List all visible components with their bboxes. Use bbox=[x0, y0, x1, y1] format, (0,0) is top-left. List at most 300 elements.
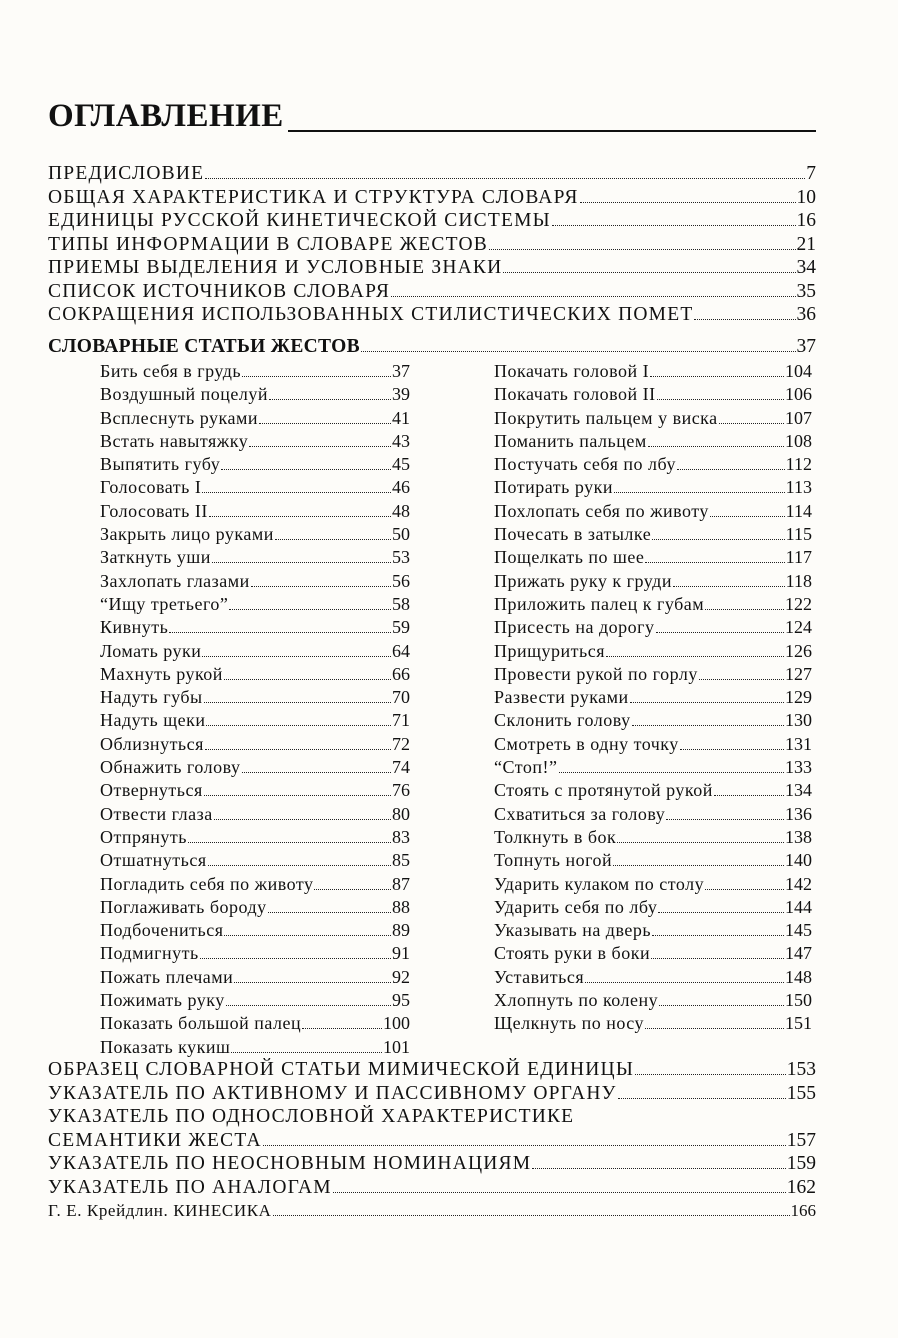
dot-leader bbox=[361, 351, 796, 352]
toc-entry-label: Выпятить губу bbox=[100, 454, 221, 475]
toc-entry[interactable] bbox=[100, 919, 410, 942]
dot-leader bbox=[618, 1098, 786, 1099]
toc-entry-page: 43 bbox=[392, 430, 410, 451]
toc-entry[interactable] bbox=[494, 779, 812, 802]
toc-entry[interactable] bbox=[100, 570, 410, 593]
dot-leader bbox=[559, 772, 784, 773]
toc-entry[interactable] bbox=[48, 256, 816, 280]
dot-leader bbox=[580, 202, 796, 203]
dot-leader bbox=[694, 319, 795, 320]
toc-entry[interactable] bbox=[100, 709, 410, 732]
toc-entry-page: 70 bbox=[392, 687, 410, 708]
toc-entry-label: Покрутить пальцем у виска bbox=[494, 407, 718, 428]
toc-entry-page: 87 bbox=[392, 873, 410, 894]
toc-entry-page: 39 bbox=[392, 384, 410, 405]
dot-leader bbox=[249, 446, 391, 447]
toc-bottom-section bbox=[48, 1058, 816, 1223]
toc-entry[interactable] bbox=[100, 1036, 410, 1059]
dot-leader bbox=[204, 702, 391, 703]
toc-entry-label: Покачать головой II bbox=[494, 384, 656, 405]
dot-leader bbox=[705, 889, 784, 890]
toc-entry[interactable] bbox=[100, 430, 410, 453]
dot-leader bbox=[314, 889, 391, 890]
toc-entry-label: Пожимать руку bbox=[100, 990, 225, 1011]
toc-entry-label: Щелкнуть по носу bbox=[494, 1013, 645, 1034]
toc-entry-label: Топнуть ногой bbox=[494, 850, 613, 871]
toc-entry[interactable] bbox=[48, 280, 816, 304]
toc-entry[interactable] bbox=[48, 1105, 816, 1129]
toc-entry-page: 155 bbox=[786, 1082, 816, 1104]
toc-entry[interactable] bbox=[100, 453, 410, 476]
toc-entry-label: “Ищу третьего” bbox=[100, 593, 229, 614]
toc-entry[interactable] bbox=[100, 360, 410, 383]
toc-entry[interactable] bbox=[494, 523, 812, 546]
toc-entry[interactable] bbox=[48, 303, 816, 327]
page-heading bbox=[48, 100, 816, 133]
toc-entry-label: Развести руками bbox=[494, 687, 629, 708]
dot-leader bbox=[273, 1215, 790, 1216]
toc-entry-label: Пожать плечами bbox=[100, 966, 234, 987]
toc-entry[interactable] bbox=[48, 186, 816, 210]
dot-leader bbox=[714, 795, 784, 796]
toc-entry[interactable] bbox=[494, 546, 812, 569]
dot-leader bbox=[234, 982, 391, 983]
dot-leader bbox=[188, 842, 391, 843]
dot-leader bbox=[302, 1028, 382, 1029]
dot-leader bbox=[613, 865, 784, 866]
dot-leader bbox=[606, 656, 784, 657]
toc-entry-page: 71 bbox=[392, 710, 410, 731]
dot-leader bbox=[719, 423, 784, 424]
toc-entry-label: Отвести глаза bbox=[100, 803, 213, 824]
toc-entry[interactable] bbox=[494, 1012, 812, 1035]
toc-entry-label: Склонить голову bbox=[494, 710, 631, 731]
toc-entry-page: 10 bbox=[796, 186, 816, 208]
toc-entry[interactable] bbox=[48, 1176, 816, 1200]
toc-entry[interactable] bbox=[100, 616, 410, 639]
toc-entry[interactable] bbox=[48, 335, 816, 359]
dot-leader bbox=[632, 725, 784, 726]
toc-entry[interactable] bbox=[100, 1012, 410, 1035]
toc-entry-page: 106 bbox=[785, 384, 812, 405]
toc-entry[interactable] bbox=[494, 803, 812, 826]
dot-leader bbox=[242, 376, 391, 377]
dot-leader bbox=[658, 912, 784, 913]
toc-entry-page: 100 bbox=[383, 1013, 410, 1034]
toc-entry-page: 127 bbox=[785, 663, 812, 684]
dot-leader bbox=[205, 178, 805, 179]
toc-entry-page: 159 bbox=[786, 1153, 816, 1174]
toc-entry-label: Всплеснуть руками bbox=[100, 407, 258, 428]
toc-entry-label: Погладить себя по животу bbox=[100, 873, 314, 894]
toc-entry-page: 142 bbox=[785, 873, 812, 894]
toc-entry-label: Заткнуть уши bbox=[100, 547, 211, 568]
dot-leader bbox=[229, 609, 391, 610]
toc-entry-page: 117 bbox=[785, 547, 812, 568]
toc-entry-page: 21 bbox=[796, 233, 816, 255]
toc-entry-page: 36 bbox=[796, 304, 816, 325]
toc-entry[interactable] bbox=[100, 663, 410, 686]
toc-entry[interactable] bbox=[48, 209, 816, 233]
toc-entry-label: Отшатнуться bbox=[100, 850, 207, 871]
toc-entry-label: Потирать руки bbox=[494, 477, 613, 498]
toc-entry[interactable] bbox=[100, 383, 410, 406]
toc-entry-label: УКАЗАТЕЛЬ ПО ОДНОСЛОВНОЙ ХАРАКТЕРИСТИКЕ bbox=[48, 1106, 575, 1127]
toc-entry-page: 66 bbox=[392, 663, 410, 684]
toc-entry-page: 166 bbox=[790, 1201, 816, 1220]
toc-entry[interactable] bbox=[100, 826, 410, 849]
toc-entry-label: Провести рукой по горлу bbox=[494, 663, 698, 684]
toc-entry[interactable] bbox=[48, 1129, 816, 1153]
toc-entry[interactable] bbox=[100, 733, 410, 756]
toc-entry-label: Стоять руки в боки bbox=[494, 943, 651, 964]
page-title: ОГЛАВЛЕНИЕ bbox=[48, 98, 284, 134]
toc-entry[interactable] bbox=[100, 593, 410, 616]
dot-leader bbox=[657, 399, 784, 400]
dot-leader bbox=[552, 225, 796, 226]
dot-leader bbox=[666, 819, 784, 820]
toc-entry-label: СЛОВАРНЫЕ СТАТЬИ ЖЕСТОВ bbox=[48, 335, 360, 357]
toc-entry[interactable] bbox=[494, 500, 812, 523]
dot-leader bbox=[677, 469, 785, 470]
toc-entry[interactable] bbox=[494, 640, 812, 663]
toc-entry-label: Кивнуть bbox=[100, 617, 169, 638]
toc-entry-label: Поманить пальцем bbox=[494, 430, 647, 451]
dot-leader bbox=[202, 492, 391, 493]
toc-entry[interactable] bbox=[48, 233, 816, 257]
dot-leader bbox=[635, 1074, 786, 1075]
dot-leader bbox=[656, 632, 784, 633]
toc-entry-page: 129 bbox=[785, 687, 812, 708]
dot-leader bbox=[205, 749, 391, 750]
toc-entry[interactable] bbox=[494, 896, 812, 919]
toc-entry-page: 64 bbox=[392, 640, 410, 661]
toc-entry-label: Голосовать I bbox=[100, 477, 202, 498]
dot-leader bbox=[659, 1005, 784, 1006]
toc-entry-label: Стоять с протянутой рукой bbox=[494, 780, 713, 801]
dot-leader bbox=[673, 586, 785, 587]
toc-entry[interactable] bbox=[494, 989, 812, 1012]
toc-entry[interactable] bbox=[494, 966, 812, 989]
toc-entry-label: ПРЕДИСЛОВИЕ bbox=[48, 163, 205, 184]
toc-entry-label: Присесть на дорогу bbox=[494, 617, 655, 638]
toc-entry-label: Отвернуться bbox=[100, 780, 203, 801]
toc-entry-label: Облизнуться bbox=[100, 733, 204, 754]
toc-entry-label: ОБЩАЯ ХАРАКТЕРИСТИКА И СТРУКТУРА СЛОВАРЯ bbox=[48, 186, 579, 208]
toc-entry[interactable] bbox=[494, 570, 812, 593]
toc-entry[interactable] bbox=[494, 733, 812, 756]
dot-leader bbox=[169, 632, 391, 633]
toc-entry-label: Почесать в затылке bbox=[494, 524, 652, 545]
toc-entry-label: Ударить кулаком по столу bbox=[494, 873, 705, 894]
toc-entry-page: 34 bbox=[796, 257, 816, 278]
toc-entry-label: Махнуть рукой bbox=[100, 663, 223, 684]
toc-entry-page: 130 bbox=[785, 710, 812, 731]
toc-entry-page: 56 bbox=[392, 570, 410, 591]
dot-leader bbox=[231, 1052, 382, 1053]
toc-entry-page: 91 bbox=[392, 943, 410, 964]
dot-leader bbox=[209, 516, 391, 517]
toc-entry[interactable] bbox=[100, 686, 410, 709]
dot-leader bbox=[251, 586, 391, 587]
toc-entry[interactable] bbox=[494, 919, 812, 942]
toc-entry-page: 58 bbox=[392, 593, 410, 614]
toc-entry-page: 16 bbox=[796, 210, 816, 231]
toc-entry[interactable] bbox=[100, 500, 410, 523]
toc-entry-page: 114 bbox=[785, 500, 812, 521]
dot-leader bbox=[652, 935, 784, 936]
toc-entry[interactable] bbox=[100, 896, 410, 919]
toc-entry[interactable] bbox=[100, 756, 410, 779]
toc-entry-label: Пощелкать по шее bbox=[494, 547, 645, 568]
toc-entry-page: 7 bbox=[806, 163, 816, 184]
dot-leader bbox=[503, 272, 795, 273]
toc-entry-label: Постучать себя по лбу bbox=[494, 454, 676, 475]
dot-leader bbox=[224, 679, 391, 680]
toc-entry-label: Подбочениться bbox=[100, 920, 224, 941]
toc-entry-page: 89 bbox=[392, 920, 410, 941]
toc-entry-page: 88 bbox=[392, 896, 410, 917]
toc-entry-label: Отпрянуть bbox=[100, 826, 187, 847]
dot-leader bbox=[645, 562, 784, 563]
toc-entry-page: 37 bbox=[796, 335, 816, 357]
toc-entry[interactable] bbox=[494, 383, 812, 406]
toc-entry[interactable] bbox=[48, 1199, 816, 1223]
dot-leader bbox=[214, 819, 391, 820]
toc-entry-page: 140 bbox=[785, 850, 812, 871]
dot-leader bbox=[200, 958, 391, 959]
toc-entry-label: Покачать головой I bbox=[494, 361, 650, 381]
dot-leader bbox=[333, 1192, 786, 1193]
toc-entry[interactable] bbox=[48, 1082, 816, 1106]
toc-entry-label: Прищуриться bbox=[494, 640, 605, 661]
toc-entry-page: 151 bbox=[785, 1013, 812, 1034]
toc-entry-label: “Стоп!” bbox=[494, 757, 558, 778]
toc-entry[interactable] bbox=[494, 756, 812, 779]
toc-entry[interactable] bbox=[100, 546, 410, 569]
toc-entry-label: Похлопать себя по животу bbox=[494, 500, 709, 521]
dot-leader bbox=[226, 1005, 391, 1006]
dot-leader bbox=[259, 423, 391, 424]
toc-entry[interactable] bbox=[100, 849, 410, 872]
dot-leader bbox=[224, 935, 391, 936]
toc-entry-label: ОБРАЗЕЦ СЛОВАРНОЙ СТАТЬИ МИМИЧЕСКОЙ ЕДИНИЦЫ bbox=[48, 1059, 635, 1080]
toc-entry[interactable] bbox=[100, 407, 410, 430]
toc-entry-page: 108 bbox=[785, 430, 812, 451]
toc-entry-page: 118 bbox=[785, 570, 812, 591]
toc-entry-page: 35 bbox=[796, 280, 816, 302]
dot-leader bbox=[617, 842, 784, 843]
toc-entry-label: УКАЗАТЕЛЬ ПО АНАЛОГАМ bbox=[48, 1176, 332, 1198]
dot-leader bbox=[651, 958, 784, 959]
toc-entry-page: 80 bbox=[392, 803, 410, 824]
toc-entry[interactable] bbox=[494, 826, 812, 849]
toc-entry-label: Указывать на дверь bbox=[494, 920, 652, 941]
toc-entry-page: 112 bbox=[785, 454, 812, 475]
toc-entry-page: 46 bbox=[392, 477, 410, 498]
toc-entry-page: 113 bbox=[785, 477, 812, 498]
toc-entry-page: 157 bbox=[786, 1129, 816, 1151]
toc-entry[interactable] bbox=[494, 593, 812, 616]
toc-entry-label: Г. Е. Крейдлин. КИНЕСИКА bbox=[48, 1201, 272, 1220]
dot-leader bbox=[391, 296, 795, 297]
dot-leader bbox=[212, 562, 391, 563]
dot-leader bbox=[221, 469, 391, 470]
toc-entry-page: 162 bbox=[786, 1176, 816, 1198]
toc-entry-page: 153 bbox=[786, 1059, 816, 1080]
toc-entry-page: 74 bbox=[392, 757, 410, 778]
toc-entry[interactable] bbox=[494, 709, 812, 732]
dot-leader bbox=[268, 912, 391, 913]
toc-entry-label: Ударить себя по лбу bbox=[494, 896, 658, 917]
toc-entry[interactable] bbox=[494, 616, 812, 639]
toc-entry-label: Схватиться за голову bbox=[494, 803, 666, 824]
toc-entry[interactable] bbox=[100, 803, 410, 826]
toc-entry-page: 134 bbox=[785, 780, 812, 801]
toc-entry-page: 136 bbox=[785, 803, 812, 824]
dot-leader bbox=[630, 702, 784, 703]
entries-right-column bbox=[494, 360, 812, 1036]
dot-leader bbox=[263, 1145, 786, 1146]
toc-entry-label: ПРИЕМЫ ВЫДЕЛЕНИЯ И УСЛОВНЫЕ ЗНАКИ bbox=[48, 257, 503, 278]
toc-entry[interactable] bbox=[100, 640, 410, 663]
toc-entry-page: 144 bbox=[785, 896, 812, 917]
entries-left-column bbox=[100, 360, 410, 1059]
toc-entry[interactable] bbox=[494, 476, 812, 499]
toc-entry-label: Захлопать глазами bbox=[100, 570, 250, 591]
toc-entry[interactable] bbox=[100, 966, 410, 989]
toc-entry-label: Показать большой палец bbox=[100, 1013, 302, 1034]
toc-entry-page: 131 bbox=[785, 733, 812, 754]
dot-leader bbox=[202, 656, 391, 657]
toc-entry-label: Хлопнуть по колену bbox=[494, 990, 659, 1011]
toc-entry-label: СЕМАНТИКИ ЖЕСТА bbox=[48, 1129, 262, 1151]
toc-entry-page: 138 bbox=[785, 826, 812, 847]
toc-entry-page: 104 bbox=[785, 361, 812, 381]
toc-entry-label: Уставиться bbox=[494, 966, 585, 987]
dot-leader bbox=[699, 679, 784, 680]
toc-entry-label: Надуть щеки bbox=[100, 710, 206, 731]
toc-entry-label: Прижать руку к груди bbox=[494, 570, 672, 591]
toc-entry-label: Смотреть в одну точку bbox=[494, 733, 679, 754]
dot-leader bbox=[652, 539, 784, 540]
dot-leader bbox=[206, 725, 391, 726]
toc-entry-label: Встать навытяжку bbox=[100, 430, 249, 451]
toc-entry[interactable] bbox=[494, 360, 812, 383]
toc-entry-page: 53 bbox=[392, 547, 410, 568]
toc-entry-page: 150 bbox=[785, 990, 812, 1011]
toc-entry-label: СОКРАЩЕНИЯ ИСПОЛЬЗОВАННЫХ СТИЛИСТИЧЕСКИХ ПОМЕТ bbox=[48, 304, 694, 325]
toc-entry-label: Подмигнуть bbox=[100, 943, 199, 964]
toc-entry-page: 145 bbox=[785, 920, 812, 941]
toc-entry-page: 50 bbox=[392, 524, 410, 545]
toc-entry-page: 101 bbox=[383, 1036, 410, 1057]
dot-leader bbox=[204, 795, 391, 796]
toc-entry-label: Надуть губы bbox=[100, 687, 203, 708]
toc-entry[interactable] bbox=[100, 873, 410, 896]
toc-top-section bbox=[48, 162, 816, 358]
dot-leader bbox=[208, 865, 391, 866]
toc-entry-label: СПИСОК ИСТОЧНИКОВ СЛОВАРЯ bbox=[48, 280, 391, 302]
toc-entry-page: 45 bbox=[392, 454, 410, 475]
toc-entry[interactable] bbox=[494, 849, 812, 872]
toc-entry[interactable] bbox=[100, 942, 410, 965]
toc-entry-page: 122 bbox=[785, 593, 812, 614]
toc-entry[interactable] bbox=[100, 523, 410, 546]
toc-entry-page: 59 bbox=[392, 617, 410, 638]
dot-leader bbox=[710, 516, 785, 517]
toc-entry[interactable] bbox=[494, 453, 812, 476]
toc-entry-page: 107 bbox=[785, 407, 812, 428]
toc-entry-page: 72 bbox=[392, 733, 410, 754]
dot-leader bbox=[275, 539, 391, 540]
toc-entry-label: Голосовать II bbox=[100, 500, 208, 521]
dot-leader bbox=[269, 399, 391, 400]
toc-entry-page: 76 bbox=[392, 780, 410, 801]
toc-entry-label: Толкнуть в бок bbox=[494, 826, 617, 847]
toc-entry-page: 48 bbox=[392, 500, 410, 521]
title-rule bbox=[288, 130, 816, 132]
toc-entry-label: ЕДИНИЦЫ РУССКОЙ КИНЕТИЧЕСКОЙ СИСТЕМЫ bbox=[48, 210, 551, 231]
toc-entry[interactable] bbox=[48, 1058, 816, 1082]
toc-entry[interactable] bbox=[494, 942, 812, 965]
toc-entry-page: 37 bbox=[392, 361, 410, 381]
toc-entry[interactable] bbox=[494, 663, 812, 686]
dot-leader bbox=[648, 446, 784, 447]
dot-leader bbox=[645, 1028, 784, 1029]
toc-entry-label: Обнажить голову bbox=[100, 757, 241, 778]
toc-entry-page: 126 bbox=[785, 640, 812, 661]
dot-leader bbox=[489, 249, 796, 250]
toc-entry[interactable] bbox=[494, 430, 812, 453]
toc-entry[interactable] bbox=[494, 873, 812, 896]
toc-entry[interactable] bbox=[494, 686, 812, 709]
dot-leader bbox=[532, 1168, 785, 1169]
toc-entry-page: 85 bbox=[392, 850, 410, 871]
toc-entry-page: 41 bbox=[392, 407, 410, 428]
toc-entry-page: 115 bbox=[785, 524, 812, 545]
toc-entry-page: 83 bbox=[392, 826, 410, 847]
toc-entry[interactable] bbox=[100, 779, 410, 802]
toc-entry-page: 95 bbox=[392, 990, 410, 1011]
dot-leader bbox=[614, 492, 785, 493]
toc-entry[interactable] bbox=[48, 1152, 816, 1176]
dot-leader bbox=[650, 376, 784, 377]
toc-entry-page: 148 bbox=[785, 966, 812, 987]
toc-entry-label: Воздушный поцелуй bbox=[100, 384, 269, 405]
toc-entry[interactable] bbox=[494, 407, 812, 430]
toc-entry-label: Бить себя в грудь bbox=[100, 361, 242, 381]
toc-entry-label: УКАЗАТЕЛЬ ПО НЕОСНОВНЫМ НОМИНАЦИЯМ bbox=[48, 1153, 532, 1174]
toc-entry[interactable] bbox=[100, 476, 410, 499]
dot-leader bbox=[585, 982, 784, 983]
dot-leader bbox=[242, 772, 392, 773]
dot-leader bbox=[680, 749, 784, 750]
toc-entry-label: Ломать руки bbox=[100, 640, 202, 661]
toc-entry[interactable] bbox=[48, 162, 816, 186]
toc-entry-label: Приложить палец к губам bbox=[494, 593, 705, 614]
toc-entry[interactable] bbox=[100, 989, 410, 1012]
toc-entry-page: 147 bbox=[785, 943, 812, 964]
toc-entry-label: ТИПЫ ИНФОРМАЦИИ В СЛОВАРЕ ЖЕСТОВ bbox=[48, 233, 488, 255]
toc-entry-page: 124 bbox=[785, 617, 812, 638]
toc-entry-label: Показать кукиш bbox=[100, 1036, 231, 1057]
toc-entry-label: Закрыть лицо руками bbox=[100, 524, 274, 545]
toc-entry-label: Поглаживать бороду bbox=[100, 896, 267, 917]
toc-entry-label: УКАЗАТЕЛЬ ПО АКТИВНОМУ И ПАССИВНОМУ ОРГАНУ bbox=[48, 1082, 617, 1104]
dot-leader bbox=[705, 609, 784, 610]
toc-entry-page: 92 bbox=[392, 966, 410, 987]
